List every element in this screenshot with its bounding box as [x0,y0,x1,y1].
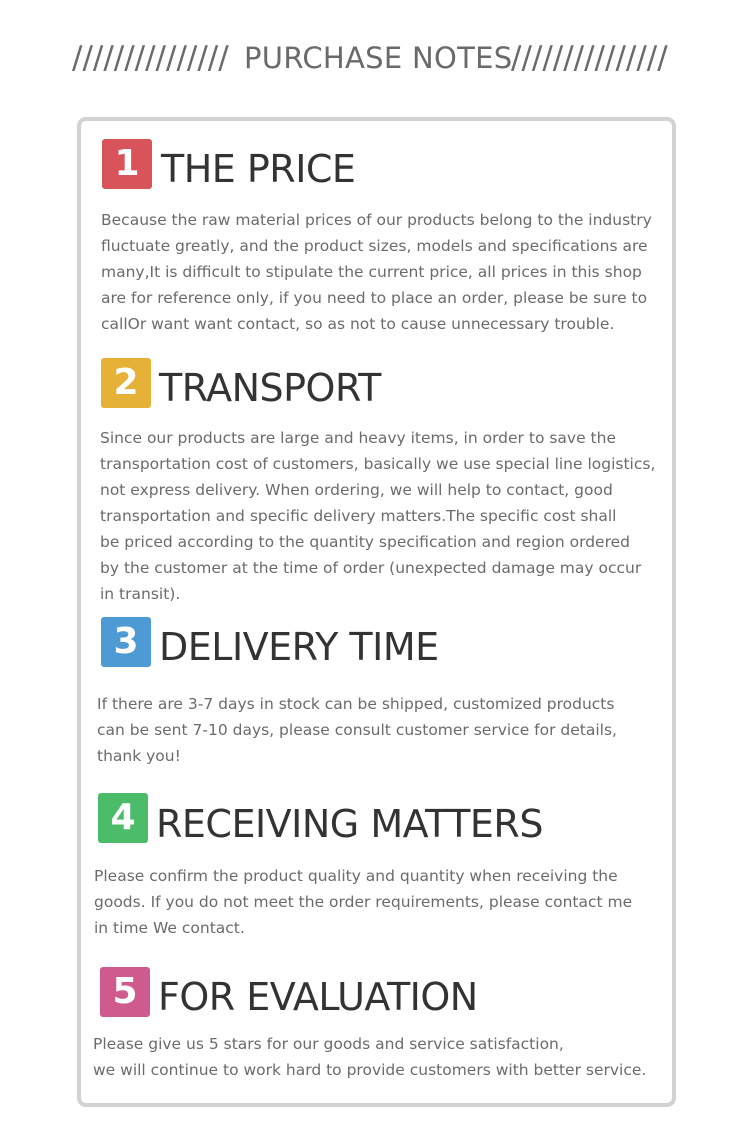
body-line: can be sent 7-10 days, please consult customer service for details, [97,721,617,739]
section-body [100,425,655,607]
section-heading: TRANSPORT [159,366,381,410]
section-number-badge: 5 [100,967,150,1017]
body-line: by the customer at the time of order (unexpected damage may occur [100,559,642,577]
page-header [0,38,749,78]
body-line: callOr want want contact, so as not to cause unnecessary trouble. [101,315,615,333]
body-line: are for reference only, if you need to place an order, please be sure to [101,289,648,307]
section-body [94,863,632,941]
section-number-badge: 1 [102,139,152,189]
body-line: fluctuate greatly, and the product sizes, models and specifications are [101,237,648,255]
section-heading: FOR EVALUATION [158,975,478,1019]
body-line: thank you! [97,747,181,765]
body-line: we will continue to work hard to provide customers with better service. [93,1061,647,1079]
body-line: If there are 3-7 days in stock can be shipped, customized products [97,695,615,713]
page-title: PURCHASE NOTES [244,41,513,75]
section-body [101,207,652,337]
notes-card [77,117,676,1107]
section-number-badge: 4 [98,793,148,843]
body-line: in transit). [100,585,181,603]
section-number-badge: 2 [101,358,151,408]
body-line: transportation cost of customers, basically we use special line logistics, [100,455,656,473]
body-line: goods. If you do not meet the order requirements, please contact me [94,893,633,911]
body-line: be priced according to the quantity specification and region ordered [100,533,630,551]
section-number-badge: 3 [101,617,151,667]
body-line: not express delivery. When ordering, we will help to contact, good [100,481,613,499]
section-heading: DELIVERY TIME [159,625,439,669]
body-line: Because the raw material prices of our products belong to the industry [101,211,652,229]
body-line: transportation and specific delivery matters.The specific cost shall [100,507,617,525]
section-body [97,691,617,769]
body-line: Since our products are large and heavy items, in order to save the [100,429,616,447]
body-line: Please confirm the product quality and quantity when receiving the [94,867,618,885]
header-decoration-left: /////////////// [72,40,229,76]
section-heading: THE PRICE [161,147,356,191]
section-heading: RECEIVING MATTERS [156,802,543,846]
body-line: many,It is difficult to stipulate the current price, all prices in this shop [101,263,642,281]
body-line: in time We contact. [94,919,245,937]
body-line: Please give us 5 stars for our goods and service satisfaction, [93,1035,564,1053]
section-body [93,1031,646,1083]
header-decoration-right: /////////////// [511,40,668,76]
